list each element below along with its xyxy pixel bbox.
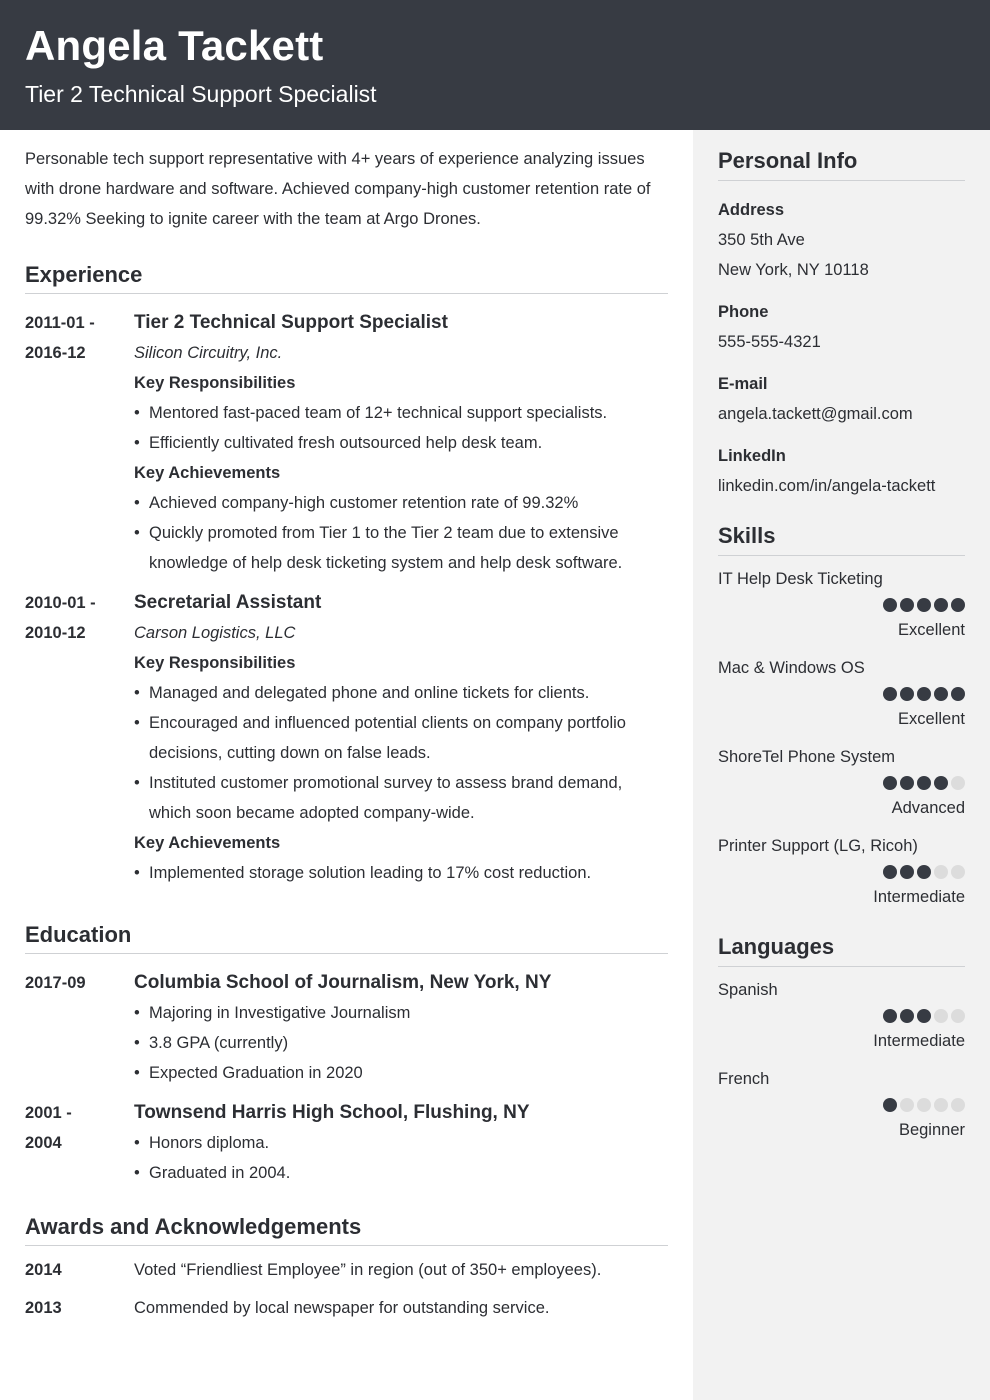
education-points bbox=[134, 998, 668, 1088]
education-details bbox=[134, 968, 668, 1088]
rating-dot-filled bbox=[900, 687, 914, 701]
skill-level: Advanced bbox=[891, 799, 965, 817]
rating-dot-filled bbox=[883, 598, 897, 612]
job-company: Silicon Circuitry, Inc. bbox=[134, 344, 283, 362]
address-label: Address bbox=[718, 201, 785, 219]
education-point: • Honors diploma. bbox=[134, 1128, 668, 1158]
responsibility-item: • Mentored fast-paced team of 12+ technical support specialists. bbox=[134, 398, 668, 428]
education-entry bbox=[25, 1098, 668, 1188]
rating-dot-empty bbox=[900, 1098, 914, 1112]
candidate-name: Angela Tackett bbox=[25, 22, 324, 69]
job-start-date: 2010-01 - bbox=[25, 594, 96, 612]
responsibilities-list bbox=[134, 678, 668, 828]
rating-dot-filled bbox=[917, 776, 931, 790]
rating-dot-empty bbox=[934, 1098, 948, 1112]
rating-dot-filled bbox=[917, 865, 931, 879]
achievement-item: • Achieved company-high customer retention rate of 99.32% bbox=[134, 488, 668, 518]
responsibility-item: • Instituted customer promotional survey to assess brand demand, which soon became adopted company-wide. bbox=[134, 768, 668, 828]
rating-dot-empty bbox=[951, 1098, 965, 1112]
language-level: Intermediate bbox=[873, 1032, 965, 1050]
education-point: • Expected Graduation in 2020 bbox=[134, 1058, 668, 1088]
job-role: Secretarial Assistant bbox=[134, 592, 322, 613]
language-level: Beginner bbox=[898, 1121, 965, 1139]
rating-dot-empty bbox=[934, 865, 948, 879]
language-entry bbox=[718, 1064, 965, 1145]
achievements-list bbox=[134, 488, 668, 578]
award-entry bbox=[25, 1294, 668, 1322]
experience-heading: Experience bbox=[25, 262, 668, 294]
rating-dot-filled bbox=[883, 776, 897, 790]
rating-dot-filled bbox=[883, 1009, 897, 1023]
responsibility-item: • Efficiently cultivated fresh outsourced help desk team. bbox=[134, 428, 668, 458]
rating-dot-filled bbox=[883, 1098, 897, 1112]
education-points bbox=[134, 1128, 668, 1188]
address-line-2: New York, NY 10118 bbox=[718, 261, 869, 279]
education-point: • Graduated in 2004. bbox=[134, 1158, 668, 1188]
rating-dot-filled bbox=[934, 776, 948, 790]
award-year: 2014 bbox=[25, 1261, 62, 1279]
language-rating bbox=[718, 1095, 965, 1115]
phone-label: Phone bbox=[718, 303, 769, 321]
linkedin-value[interactable]: linkedin.com/in/angela-tackett bbox=[718, 477, 936, 495]
job-dates bbox=[25, 588, 134, 888]
skill-entry bbox=[718, 564, 965, 645]
job-end-date: 2016-12 bbox=[25, 344, 86, 362]
achievements-label: Key Achievements bbox=[134, 464, 281, 482]
skill-entry bbox=[718, 653, 965, 734]
skill-rating bbox=[718, 595, 965, 615]
education-dates bbox=[25, 968, 134, 1088]
rating-dot-filled bbox=[917, 598, 931, 612]
job-role: Tier 2 Technical Support Specialist bbox=[134, 312, 448, 333]
school-name: Townsend Harris High School, Flushing, NY bbox=[134, 1102, 530, 1123]
email-value[interactable]: angela.tackett@gmail.com bbox=[718, 405, 913, 423]
skills-list bbox=[718, 564, 965, 912]
job-details bbox=[134, 588, 668, 888]
skill-name: ShoreTel Phone System bbox=[718, 748, 896, 766]
language-rating bbox=[718, 1006, 965, 1026]
languages-list bbox=[718, 975, 965, 1145]
profile-summary: Personable tech support representative with 4+ years of experience analyzing issues with drone hardware and software. Achieved company-high customer retention rate of 99.32% Seeking to ignite career with the team at Argo Drones. bbox=[25, 150, 651, 228]
language-entry bbox=[718, 975, 965, 1056]
education-dates bbox=[25, 1098, 134, 1188]
responsibility-item: • Managed and delegated phone and online tickets for clients. bbox=[134, 678, 668, 708]
main-column bbox=[25, 130, 668, 1322]
address-line-1: 350 5th Ave bbox=[718, 231, 805, 249]
phone-value: 555-555-4321 bbox=[718, 333, 821, 351]
education-heading: Education bbox=[25, 922, 668, 954]
achievements-list bbox=[134, 858, 668, 888]
awards-heading: Awards and Acknowledgements bbox=[25, 1214, 668, 1246]
languages-heading: Languages bbox=[718, 934, 965, 967]
education-details bbox=[134, 1098, 668, 1188]
rating-dot-filled bbox=[900, 1009, 914, 1023]
experience-entry bbox=[25, 308, 668, 578]
award-text: Commended by local newspaper for outstanding service. bbox=[134, 1299, 550, 1317]
rating-dot-empty bbox=[951, 1009, 965, 1023]
responsibilities-label: Key Responsibilities bbox=[134, 374, 296, 392]
email-label: E-mail bbox=[718, 375, 768, 393]
experience-entry bbox=[25, 588, 668, 888]
rating-dot-filled bbox=[934, 687, 948, 701]
language-name: French bbox=[718, 1070, 770, 1088]
rating-dot-filled bbox=[951, 687, 965, 701]
award-text: Voted “Friendliest Employee” in region (out of 350+ employees). bbox=[134, 1261, 602, 1279]
resume-header bbox=[0, 0, 990, 130]
job-company: Carson Logistics, LLC bbox=[134, 624, 296, 642]
rating-dot-empty bbox=[934, 1009, 948, 1023]
skill-level: Excellent bbox=[898, 710, 965, 728]
rating-dot-filled bbox=[951, 598, 965, 612]
education-start-date: 2001 - bbox=[25, 1104, 72, 1122]
personal-info-heading: Personal Info bbox=[718, 148, 965, 181]
language-name: Spanish bbox=[718, 981, 778, 999]
achievement-item: • Quickly promoted from Tier 1 to the Tier 2 team due to extensive knowledge of help desk ticketing system and help desk software. bbox=[134, 518, 668, 578]
rating-dot-empty bbox=[951, 776, 965, 790]
skill-name: Printer Support (LG, Ricoh) bbox=[718, 837, 918, 855]
responsibilities-label: Key Responsibilities bbox=[134, 654, 296, 672]
skills-heading: Skills bbox=[718, 523, 965, 556]
job-details bbox=[134, 308, 668, 578]
rating-dot-filled bbox=[883, 865, 897, 879]
rating-dot-filled bbox=[917, 1009, 931, 1023]
award-entry bbox=[25, 1256, 668, 1284]
experience-list bbox=[25, 308, 668, 888]
rating-dot-filled bbox=[900, 598, 914, 612]
awards-list bbox=[25, 1256, 668, 1322]
rating-dot-filled bbox=[934, 598, 948, 612]
rating-dot-filled bbox=[900, 776, 914, 790]
education-point: • 3.8 GPA (currently) bbox=[134, 1028, 668, 1058]
skill-rating bbox=[718, 773, 965, 793]
skill-level: Intermediate bbox=[873, 888, 965, 906]
responsibilities-list bbox=[134, 398, 668, 458]
skill-rating bbox=[718, 684, 965, 704]
education-point: • Majoring in Investigative Journalism bbox=[134, 998, 668, 1028]
linkedin-label: LinkedIn bbox=[718, 447, 786, 465]
rating-dot-filled bbox=[917, 687, 931, 701]
education-list bbox=[25, 968, 668, 1188]
skill-rating bbox=[718, 862, 965, 882]
skill-name: Mac & Windows OS bbox=[718, 659, 865, 677]
rating-dot-empty bbox=[951, 865, 965, 879]
achievements-label: Key Achievements bbox=[134, 834, 281, 852]
candidate-title: Tier 2 Technical Support Specialist bbox=[25, 81, 377, 107]
rating-dot-filled bbox=[900, 865, 914, 879]
school-name: Columbia School of Journalism, New York, NY bbox=[134, 972, 552, 993]
education-end-date: 2004 bbox=[25, 1134, 62, 1152]
award-year: 2013 bbox=[25, 1299, 62, 1317]
job-end-date: 2010-12 bbox=[25, 624, 86, 642]
education-entry bbox=[25, 968, 668, 1088]
skill-name: IT Help Desk Ticketing bbox=[718, 570, 883, 588]
responsibility-item: • Encouraged and influenced potential clients on company portfolio decisions, cutting down on false leads. bbox=[134, 708, 668, 768]
rating-dot-filled bbox=[883, 687, 897, 701]
rating-dot-empty bbox=[917, 1098, 931, 1112]
education-start-date: 2017-09 bbox=[25, 974, 86, 992]
job-start-date: 2011-01 - bbox=[25, 314, 95, 332]
achievement-item: • Implemented storage solution leading to 17% cost reduction. bbox=[134, 858, 668, 888]
sidebar bbox=[693, 130, 990, 1400]
skill-entry bbox=[718, 742, 965, 823]
job-dates bbox=[25, 308, 134, 578]
skill-level: Excellent bbox=[898, 621, 965, 639]
skill-entry bbox=[718, 831, 965, 912]
